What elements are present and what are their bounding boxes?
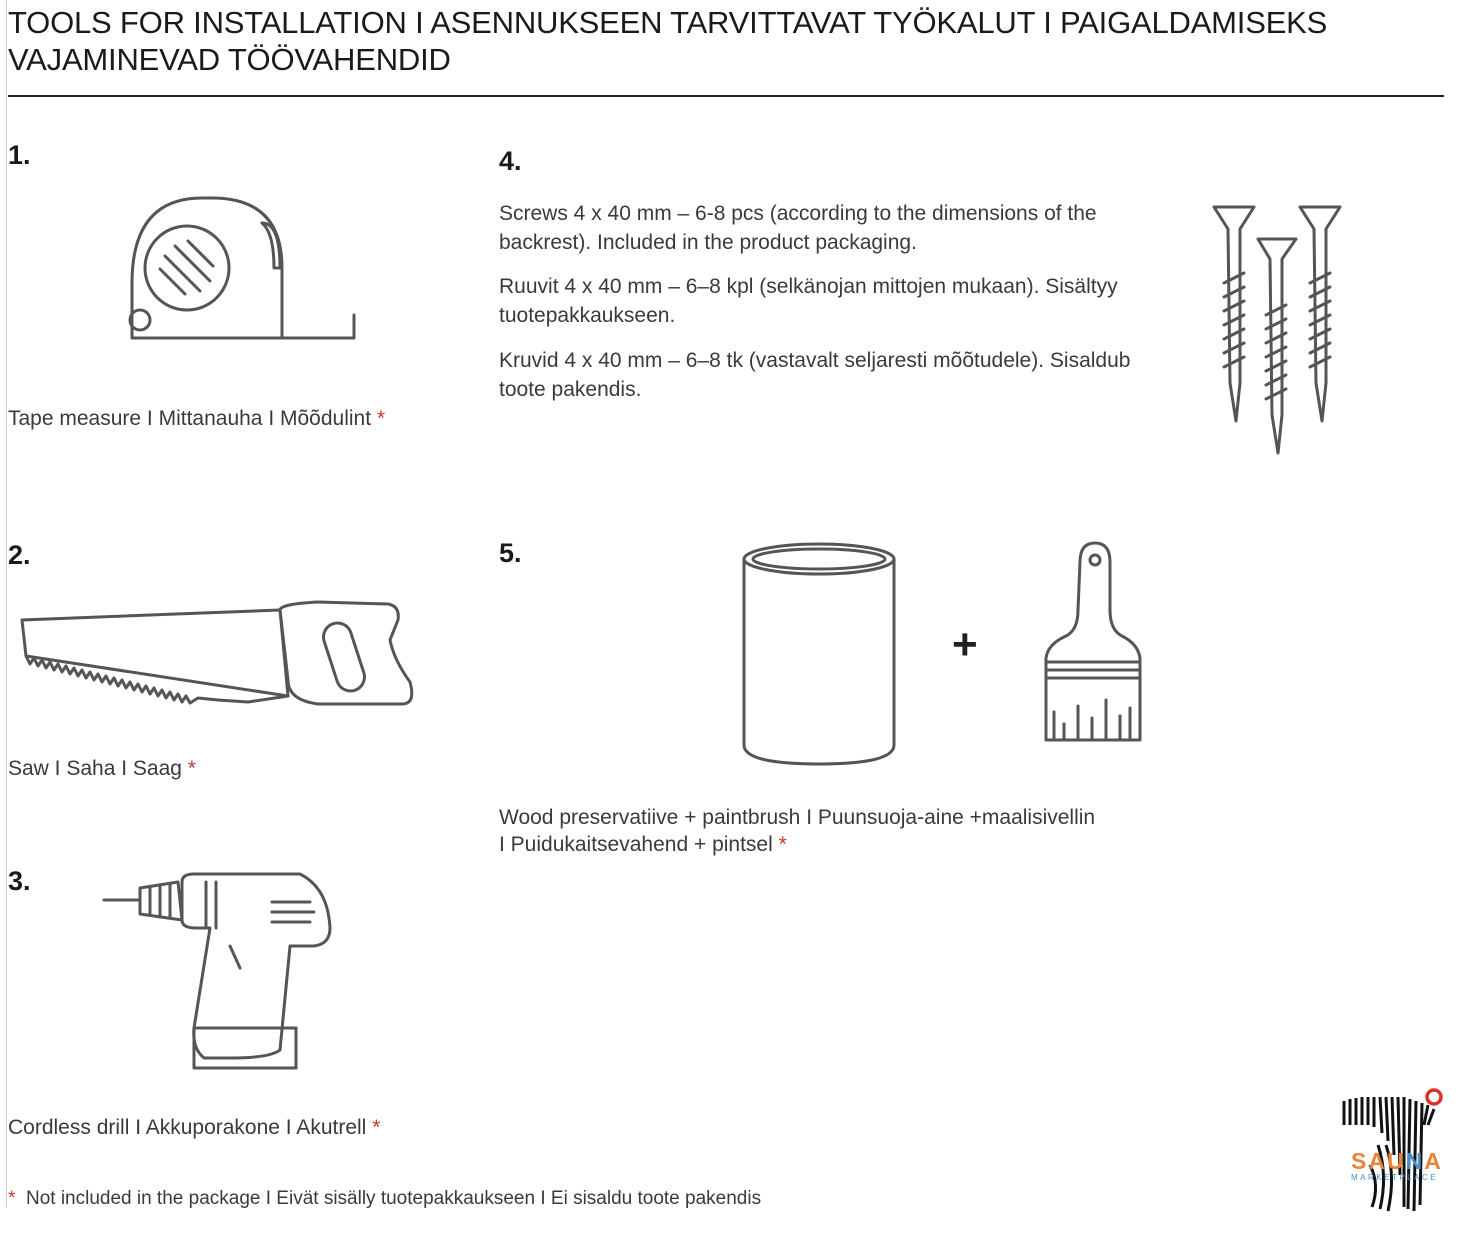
drill-icon bbox=[100, 868, 340, 1073]
tool-caption-2: Saw I Saha I Saag * bbox=[8, 757, 196, 780]
step-number-4: 4. bbox=[499, 146, 522, 176]
page-title: TOOLS FOR INSTALLATION I ASENNUKSEEN TARVITTAVAT TYÖKALUT I PAIGALDAMISEKS VAJAMINEVAD TÖÖVAHENDID bbox=[8, 5, 1328, 77]
paint-can-icon bbox=[740, 540, 900, 770]
paintbrush-icon bbox=[1042, 540, 1148, 750]
step-number-2: 2. bbox=[8, 540, 31, 570]
logo-text-sauna: SAUNA bbox=[1351, 1148, 1443, 1174]
logo-text-marketplace: MARKETPLACE bbox=[1351, 1173, 1439, 1182]
screws-text-et: Kruvid 4 x 40 mm – 6–8 tk (vastavalt seljaresti mõõtudele). Sisaldub toote pakendis. bbox=[499, 349, 1131, 401]
step-number-3: 3. bbox=[8, 866, 31, 896]
screws-text-en: Screws 4 x 40 mm – 6-8 pcs (according to the dimensions of the backrest). Included in the product packaging. bbox=[499, 202, 1097, 254]
tool-caption-5-line2: I Puidukaitsevahend + pintsel * bbox=[499, 833, 787, 856]
step-number-5: 5. bbox=[499, 538, 522, 568]
saw-icon bbox=[18, 600, 418, 710]
footnote: * Not included in the package I Eivät sisälly tuotepakkaukseen I Ei sisaldu toote pakendis bbox=[8, 1188, 762, 1209]
tool-caption-1: Tape measure I Mittanauha I Mõõdulint * bbox=[8, 407, 386, 430]
left-margin-rule bbox=[6, 0, 7, 1208]
tool-caption-5-line1: Wood preservatiive + paintbrush I Puunsuoja-aine +maalisivellin bbox=[499, 806, 1096, 829]
plus-sign: + bbox=[952, 620, 978, 669]
tape-measure-icon bbox=[112, 193, 362, 343]
title-divider bbox=[8, 95, 1444, 97]
screws-icon bbox=[1210, 203, 1345, 458]
tool-caption-3: Cordless drill I Akkuporakone I Akutrell * bbox=[8, 1116, 381, 1139]
screws-text-fi: Ruuvit 4 x 40 mm – 6–8 kpl (selkänojan mittojen mukaan). Sisältyy tuotepakkaukseen. bbox=[499, 275, 1118, 327]
step-number-1: 1. bbox=[8, 140, 31, 170]
